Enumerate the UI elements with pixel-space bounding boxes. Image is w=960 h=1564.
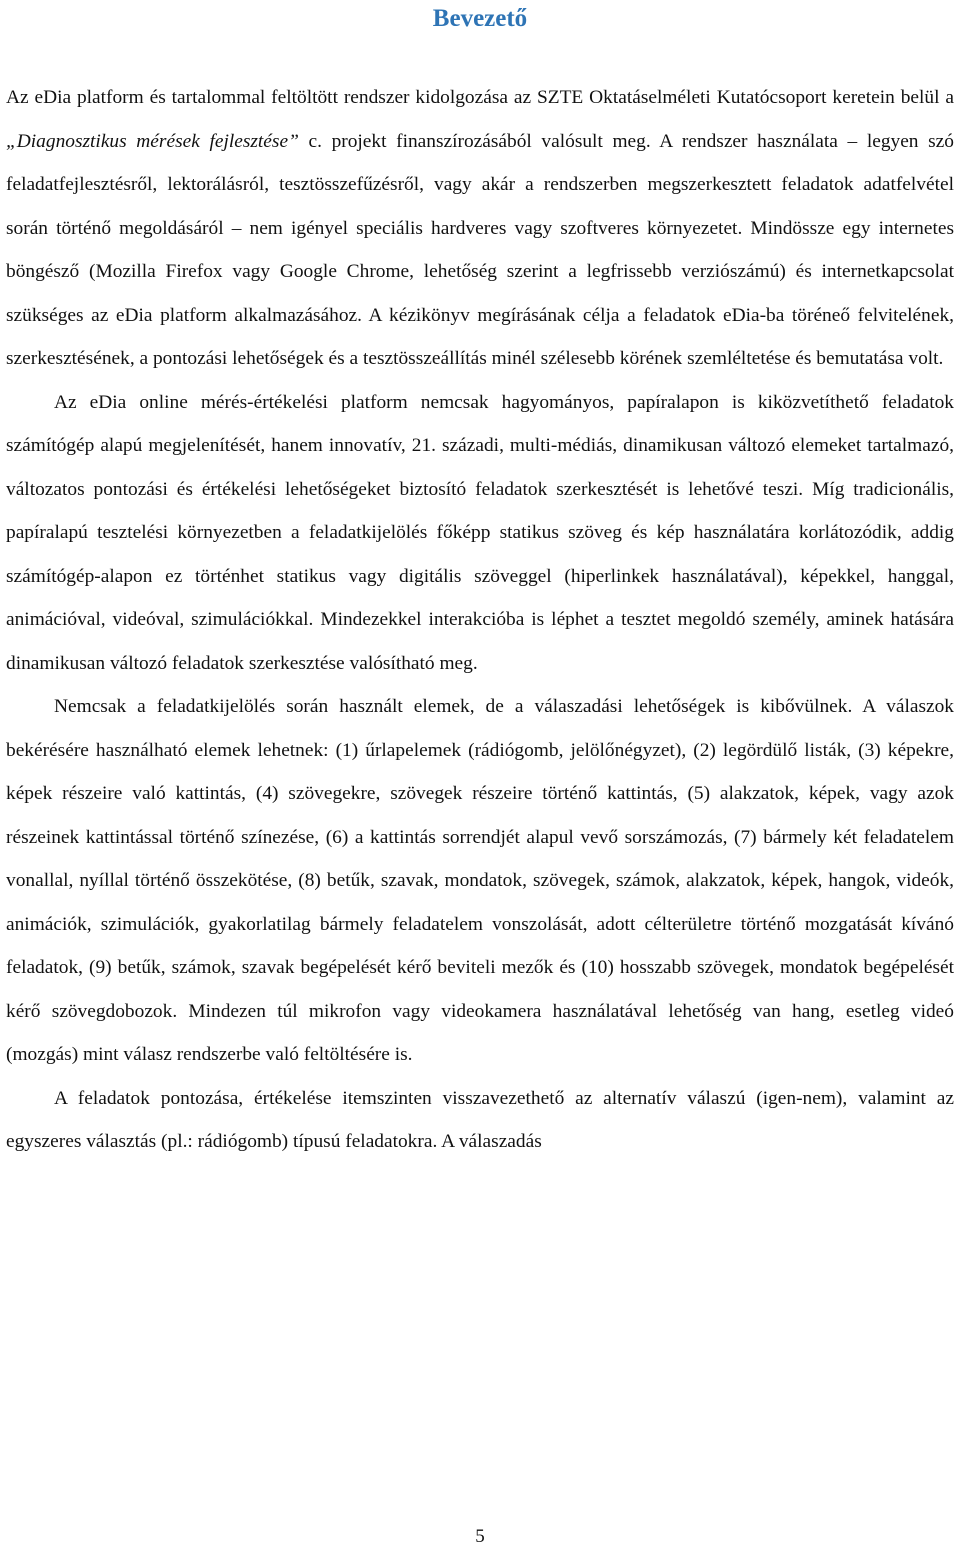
paragraph-1-part-3: c. projekt finanszírozásából valósult meg. A rendszer használata – legyen szó feladatfejlesztésről, lektorálásról, tesztösszefűzésről, vagy akár a rendszerben megszerkesztett feladatok adatfelvétel során történő megoldásáról – nem igényel speciális hardveres vagy szoftveres környezetet. Mindössze egy internetes böngésző (Mozilla Firefox vagy Google Chrome, lehetőség szerint a legfrissebb verziószámú) és internetkapcsolat szükséges az eDia platform alkalmazásához. A kézikönyv megírásának célja a feladatok eDia-ba töréneő felvitelének, szerkesztésének, a pontozási lehetőségek és a tesztösszeállítás minél szélesebb körének szemléltetése és bemutatása volt. (6, 130, 954, 369)
paragraph-2 (6, 381, 954, 686)
paragraph-2-text: Az eDia online mérés-értékelési platform nemcsak hagyományos, papíralapon is kiközvetíthető feladatok számítógép alapú megjelenítését, hanem innovatív, 21. századi, multi-médiás, dinamikusan változó elemeket tartalmazó, változatos pontozási és értékelési lehetőségeket biztosító feladatok szerkesztését is lehetővé teszi. Míg tradicionális, papíralapú tesztelési környezetben a feladatkijelölés főképp statikus szöveg és kép használatára korlátozódik, addig számítógép-alapon ez történhet statikus vagy digitális szöveggel (hiperlinkek használatával), képekkel, hanggal, animációval, videóval, szimulációkkal. Mindezekkel interakcióba is léphet a tesztet megoldó személy, aminek hatására dinamikusan változó feladatok szerkesztése valósítható meg. (6, 391, 954, 674)
page-number: 5 (475, 1526, 485, 1547)
paragraph-1-part-1: Az eDia platform és tartalommal feltöltött rendszer kidolgozása az SZTE Oktatáselméleti Kutatócsoport keretein belül a (6, 87, 954, 108)
paragraph-4 (6, 1077, 954, 1164)
body-text (6, 76, 954, 1164)
paragraph-3 (6, 685, 954, 1077)
project-title-italic: „Diagnosztikus mérések fejlesztése” (6, 130, 299, 152)
paragraph-4-text: A feladatok pontozása, értékelése itemszinten visszavezethető az alternatív válaszú (igen-nem), valamint az egyszeres választás (pl.: rádiógomb) típusú feladatokra. A válaszadás (6, 1087, 954, 1152)
section-title: Bevezető (432, 5, 528, 32)
paragraph-3-text: Nemcsak a feladatkijelölés során használt elemek, de a válaszadási lehetőségek is kibővülnek. A válaszok bekérésére használható elemek lehetnek: (1) űrlapelemek (rádiógomb, jelölőnégyzet), (2) legördülő listák, (3) képekre, képek részeire való kattintás, (4) szövegekre, szövegek részeire történő kattintás, (5) alakzatok, képek, vagy azok részeinek kattintással történő színezése, (6) a kattintás sorrendjét alapul vevő sorszámozás, (7) bármely két feladatelem vonallal, nyíllal történő összekötése, (8) betűk, szavak, mondatok, szövegek, számok, alakzatok, képek, hangok, videók, animációk, szimulációk, gyakorlatilag bármely feladatelem vonszolását, adott célterületre történő mozgatását kívánó feladatok, (9) betűk, számok, szavak begépelését kérő beviteli mezők és (10) hosszabb szövegek, mondatok begépelését kérő szövegdobozok. Mindezen túl mikrofon vagy videokamera használatával lehetőség van hang, esetleg videó (mozgás) mint válasz rendszerbe való feltöltésére is. (6, 696, 954, 1065)
paragraph-1 (6, 76, 954, 381)
